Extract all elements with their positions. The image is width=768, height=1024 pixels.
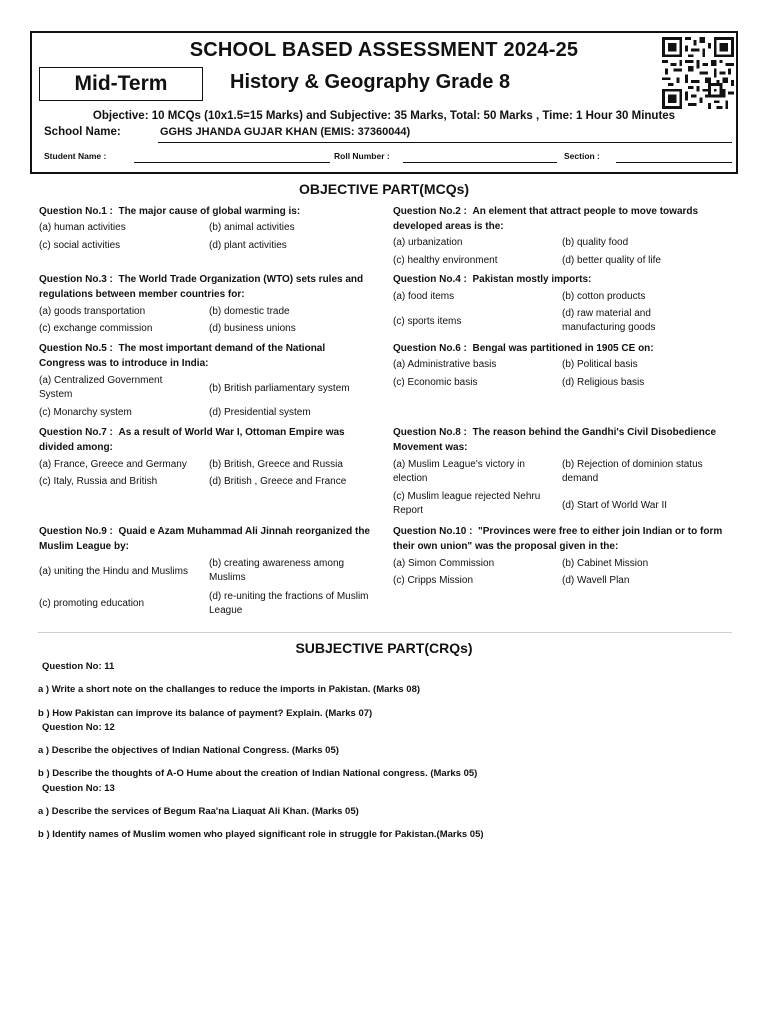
mcq-option-c[interactable]: (c) promoting education [39,598,145,609]
crq-part-a: a ) Describe the objectives of Indian National Congress. (Marks 05) [38,745,339,756]
mcq-option-b[interactable]: (b) cotton products [562,291,646,302]
crq-part-a: a ) Describe the services of Begum Raa'na Liaquat Ali Khan. (Marks 05) [38,806,359,817]
crq-part-b: b ) Identify names of Muslim women who played significant role in struggle for Pakistan.(Marks 05) [38,829,484,840]
subjective-heading: SUBJECTIVE PART(CRQs) [295,640,473,656]
mcq-option-a[interactable]: (a) Administrative basis [393,359,497,370]
mcq-option-a[interactable]: (a) Muslim League's victory in election [393,459,525,484]
crq-question-label: Question No: 13 [42,783,115,794]
mcq-option-a[interactable]: (a) Centralized Government System [39,375,163,400]
crq-question-label: Question No: 11 [42,661,115,672]
crq-part-b: b ) How Pakistan can improve its balance of payment? Explain. (Marks 07) [38,708,373,719]
roll-number-field[interactable] [403,162,557,163]
mcq-option-c[interactable]: (c) social activities [39,240,121,251]
qr-code-icon [662,37,734,109]
mcq-question: Question No.7 : As a result of World War I, Ottoman Empire was divided among: [39,427,345,453]
mcq-option-b[interactable]: (b) domestic trade [209,306,290,317]
mcq-option-b[interactable]: (b) creating awareness among Muslims [209,558,345,583]
crq-part-a: a ) Write a short note on the challanges to reduce the imports in Pakistan. (Marks 08) [38,684,421,695]
mcq-option-a[interactable]: (a) goods transportation [39,306,146,317]
mcq-option-b[interactable]: (b) Political basis [562,359,638,370]
objective-heading: OBJECTIVE PART(MCQs) [298,181,470,197]
mcq-option-b[interactable]: (b) Rejection of dominion status demand [562,459,703,484]
mcq-question: Question No.3 : The World Trade Organization (WTO) sets rules and regulations between member countries for: [39,274,364,300]
crq-part-b: b ) Describe the thoughts of A-O Hume about the creation of Indian National congress. (Marks 05) [38,768,478,779]
objective-line: Objective: 10 MCQs (10x1.5=15 Marks) and Subjective: 35 Marks, Total: 50 Marks , Time: 1 Hour 30 Minutes [92,110,676,122]
section-label: Section : [564,151,600,161]
mcq-option-c[interactable]: (c) exchange commission [39,323,153,334]
page-title: SCHOOL BASED ASSESSMENT 2024-25 [189,39,579,61]
school-name-underline [158,142,732,143]
mcq-question: Question No.10 : "Provinces were free to either join Indian or to form their own union" was the proposal given in the: [393,526,723,552]
mcq-option-c[interactable]: (c) sports items [393,316,462,327]
crq-question-label: Question No: 12 [42,722,115,733]
mcq-option-a[interactable]: (a) Simon Commission [393,558,495,569]
mcq-option-b[interactable]: (b) British, Greece and Russia [209,459,343,470]
mcq-option-d[interactable]: (d) Wavell Plan [562,575,630,586]
mcq-option-d[interactable]: (d) Religious basis [562,377,645,388]
mcq-option-b[interactable]: (b) British parliamentary system [209,383,350,394]
section-divider [38,632,732,633]
mcq-question: Question No.6 : Bengal was partitioned in 1905 CE on: [393,343,654,354]
student-info-row [32,151,736,167]
school-name-label: School Name: [44,126,121,138]
mcq-option-b[interactable]: (b) animal activities [209,222,295,233]
mcq-option-d[interactable]: (d) plant activities [209,240,287,251]
mcq-option-c[interactable]: (c) Monarchy system [39,407,132,418]
mcq-option-a[interactable]: (a) France, Greece and Germany [39,459,187,470]
mcq-question: Question No.2 : An element that attract people to move towards developed areas is the: [393,206,699,232]
mcq-option-d[interactable]: (d) better quality of life [562,255,661,266]
mcq-option-a[interactable]: (a) human activities [39,222,126,233]
school-name-value: GGHS JHANDA GUJAR KHAN (EMIS: 37360044) [160,126,411,138]
mcq-option-c[interactable]: (c) Cripps Mission [393,575,474,586]
mcq-option-a[interactable]: (a) urbanization [393,237,463,248]
subject-title: History & Geography Grade 8 [230,71,511,93]
mcq-question: Question No.8 : The reason behind the Gandhi's Civil Disobedience Movement was: [393,427,717,453]
student-name-field[interactable] [134,162,330,163]
header-box [30,31,738,174]
mcq-option-c[interactable]: (c) Italy, Russia and British [39,476,158,487]
mcq-option-d[interactable]: (d) Start of World War II [562,500,668,511]
mcq-question: Question No.5 : The most important demand of the National Congress was to introduce in India: [39,343,326,369]
mcq-option-a[interactable]: (a) food items [393,291,455,302]
mcq-option-c[interactable]: (c) Muslim league rejected Nehru Report [393,491,541,516]
mcq-option-d[interactable]: (d) British , Greece and France [209,476,347,487]
mcq-option-d[interactable]: (d) business unions [209,323,296,334]
mcq-option-d[interactable]: (d) Presidential system [209,407,311,418]
roll-number-label: Roll Number : [334,151,390,161]
mcq-option-b[interactable]: (b) quality food [562,237,629,248]
mcq-option-d[interactable]: (d) re-uniting the fractions of Muslim League [209,591,369,616]
student-name-label: Student Name : [44,151,107,161]
mcq-option-b[interactable]: (b) Cabinet Mission [562,558,649,569]
section-field[interactable] [616,162,732,163]
mcq-question: Question No.9 : Quaid e Azam Muhammad Ali Jinnah reorganized the Muslim League by: [39,526,370,552]
mcq-question: Question No.4 : Pakistan mostly imports: [393,274,592,285]
mcq-option-c[interactable]: (c) Economic basis [393,377,478,388]
term-box: Mid-Term [39,67,203,101]
mcq-question: Question No.1 : The major cause of global warming is: [39,206,301,217]
mcq-option-c[interactable]: (c) healthy environment [393,255,498,266]
mcq-option-d[interactable]: (d) raw material and manufacturing goods [562,308,656,333]
mcq-option-a[interactable]: (a) uniting the Hindu and Muslims [39,566,188,577]
